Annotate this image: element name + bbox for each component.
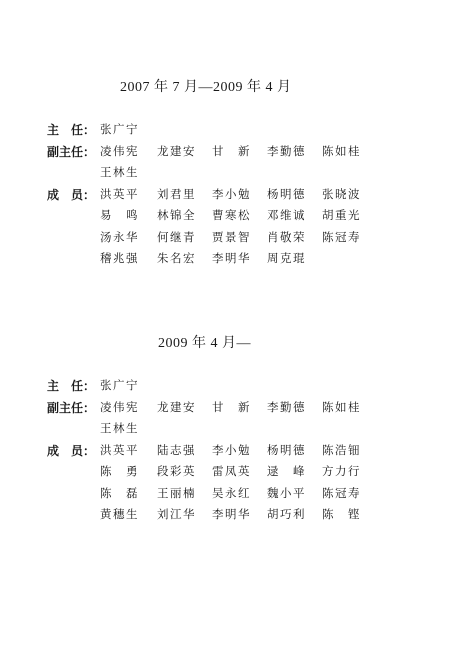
- members-row: [0, 463, 450, 481]
- member-name: 朱名宏: [157, 251, 196, 265]
- vice-chair-name: 龙建安: [157, 400, 196, 414]
- members-label: 成 员：: [47, 188, 96, 202]
- vice-chair-name: 李勤德: [267, 400, 306, 414]
- member-name: 方力行: [322, 464, 361, 478]
- vice-chair-label: 副主任：: [47, 401, 96, 415]
- member-name: 陈 磊: [100, 486, 139, 500]
- members-row: [0, 506, 450, 524]
- member-name: 贾景智: [212, 230, 251, 244]
- member-name: 邓维诚: [267, 208, 306, 222]
- vice-chair-name: 陈如桂: [322, 400, 361, 414]
- member-name: 雷凤英: [212, 464, 251, 478]
- members-row: [0, 186, 450, 204]
- member-name: 胡重光: [322, 208, 361, 222]
- vice-chair-label: 副主任：: [47, 145, 96, 159]
- member-name: 汤永华: [100, 230, 139, 244]
- members-row: [0, 485, 450, 503]
- member-name: 段彩英: [157, 464, 196, 478]
- vice-chair-name: 凌伟宪: [100, 144, 139, 158]
- vice-chair-name: 甘 新: [212, 144, 251, 158]
- member-name: 张晓波: [322, 187, 361, 201]
- vice-chair-name: 李勤德: [267, 144, 306, 158]
- member-name: 陆志强: [157, 443, 196, 457]
- member-name: 周克琨: [267, 251, 306, 265]
- vice-chair-name: 王林生: [100, 165, 139, 179]
- section-title: 2009 年 4 月—: [158, 336, 251, 351]
- members-row: [0, 442, 450, 460]
- member-name: 陈 勇: [100, 464, 139, 478]
- member-name: 逯 峰: [267, 464, 306, 478]
- vice-chair-row: [0, 399, 450, 417]
- member-name: 易 鸣: [100, 208, 139, 222]
- vice-chair-row-cont: [0, 164, 450, 182]
- member-name: 肖敬荣: [267, 230, 306, 244]
- member-name: 胡巧利: [267, 507, 306, 521]
- member-name: 刘江华: [157, 507, 196, 521]
- member-name: 洪英平: [100, 443, 139, 457]
- vice-chair-name: 甘 新: [212, 400, 251, 414]
- member-name: 吴永红: [212, 486, 251, 500]
- chair-name: 张广宁: [100, 122, 139, 136]
- member-name: 黄穗生: [100, 507, 139, 521]
- member-name: 李明华: [212, 507, 251, 521]
- member-name: 稽兆强: [100, 251, 139, 265]
- vice-chair-name: 龙建安: [157, 144, 196, 158]
- member-name: 陈冠寿: [322, 230, 361, 244]
- vice-chair-row-cont: [0, 420, 450, 438]
- member-name: 洪英平: [100, 187, 139, 201]
- members-row: [0, 229, 450, 247]
- section-title: 2007 年 7 月—2009 年 4 月: [120, 80, 292, 95]
- member-name: 李小勉: [212, 443, 251, 457]
- vice-chair-row: [0, 143, 450, 161]
- member-name: 陈 铿: [322, 507, 361, 521]
- members-row: [0, 207, 450, 225]
- member-name: 刘君里: [157, 187, 196, 201]
- member-name: 林锦全: [157, 208, 196, 222]
- chair-label: 主 任：: [47, 123, 96, 137]
- member-name: 陈冠寿: [322, 486, 361, 500]
- vice-chair-name: 凌伟宪: [100, 400, 139, 414]
- member-name: 曹寒松: [212, 208, 251, 222]
- vice-chair-name: 王林生: [100, 421, 139, 435]
- members-label: 成 员：: [47, 444, 96, 458]
- member-name: 李明华: [212, 251, 251, 265]
- chair-label: 主 任：: [47, 379, 96, 393]
- chair-row: [0, 121, 450, 139]
- chair-name: 张广宁: [100, 378, 139, 392]
- member-name: 魏小平: [267, 486, 306, 500]
- member-name: 杨明德: [267, 443, 306, 457]
- member-name: 李小勉: [212, 187, 251, 201]
- member-name: 王丽楠: [157, 486, 196, 500]
- vice-chair-name: 陈如桂: [322, 144, 361, 158]
- members-row: [0, 250, 450, 268]
- member-name: 陈浩钿: [322, 443, 361, 457]
- member-name: 杨明德: [267, 187, 306, 201]
- member-name: 何继青: [157, 230, 196, 244]
- chair-row: [0, 377, 450, 395]
